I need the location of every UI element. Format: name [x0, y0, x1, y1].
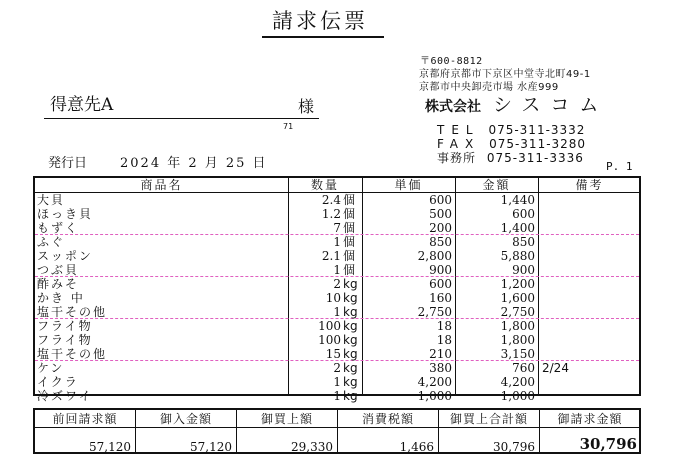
- item-name: もずく: [37, 221, 80, 235]
- item-amount: 900: [512, 263, 535, 277]
- header-note: 備考: [575, 178, 604, 192]
- tel-label: TEL: [437, 123, 480, 137]
- item-amount: 2,750: [500, 305, 535, 319]
- item-unit: kg: [343, 305, 358, 319]
- item-unit: kg: [343, 333, 358, 347]
- item-unit: 個: [343, 263, 356, 277]
- item-price: 200: [429, 221, 452, 235]
- item-amount: 1,000: [500, 389, 535, 403]
- summary-label-purchase: 御買上額: [260, 412, 313, 426]
- customer-honorific: 様: [298, 97, 315, 116]
- tel-number: 075-311-3332: [488, 123, 586, 137]
- summary-label-payment: 御入金額: [159, 412, 212, 426]
- summary-header-divider: [35, 427, 639, 428]
- item-price: 210: [429, 347, 452, 361]
- fax-line: [437, 138, 586, 150]
- item-name: イクラ: [37, 375, 79, 389]
- item-price: 18: [436, 319, 452, 333]
- item-amount: 850: [512, 235, 535, 249]
- summary-value-billed: 30,796: [579, 435, 637, 453]
- column-divider: [362, 178, 363, 394]
- issue-date-value: 2024 年 2 月 25 日: [120, 156, 268, 171]
- item-price: 4,200: [417, 375, 452, 389]
- summary-label-billed: 御請求金額: [557, 412, 623, 426]
- item-qty: 1: [333, 389, 341, 403]
- item-unit: 個: [343, 207, 356, 221]
- item-price: 2,750: [417, 305, 452, 319]
- item-qty: 100: [318, 333, 341, 347]
- item-amount: 4,200: [500, 375, 535, 389]
- header-amount: 金額: [482, 178, 511, 192]
- summary-table: [33, 408, 641, 454]
- tel-line: [437, 124, 585, 136]
- item-name: つぶ貝: [37, 263, 80, 277]
- item-amount: 760: [512, 361, 535, 375]
- summary-value-purchase: 29,330: [291, 440, 333, 454]
- issue-date-label: 発行日: [48, 156, 88, 171]
- sender-address-1: 京都府京都市下京区中堂寺北町49-1: [419, 69, 591, 80]
- summary-value-payment: 57,120: [190, 440, 232, 454]
- customer-underline: [44, 118, 319, 119]
- item-unit: 個: [343, 193, 356, 207]
- summary-label-tax: 消費税額: [361, 412, 414, 426]
- item-qty: 2: [333, 277, 341, 291]
- item-name: 塩干その他: [37, 305, 108, 319]
- item-price: 600: [429, 193, 452, 207]
- column-divider: [538, 178, 539, 394]
- item-unit: kg: [343, 291, 358, 305]
- item-price: 160: [429, 291, 452, 305]
- office-label: 事務所: [437, 151, 477, 165]
- item-qty: 1: [333, 235, 341, 249]
- item-name: かき 中: [37, 291, 85, 305]
- customer-code: 71: [283, 122, 294, 131]
- item-name: 塩干その他: [37, 347, 108, 361]
- item-qty: 7: [333, 221, 341, 235]
- item-name: 冷ズワイ: [37, 389, 93, 403]
- summary-value-purchase-total: 30,796: [493, 440, 535, 454]
- item-name: 酢みそ: [37, 277, 80, 291]
- item-name: フライ物: [37, 319, 93, 333]
- item-unit: kg: [343, 361, 358, 375]
- item-name: ほっき貝: [37, 207, 94, 221]
- sender-postal: 〒600-8812: [420, 56, 483, 67]
- item-amount: 1,800: [500, 333, 535, 347]
- item-amount: 1,440: [500, 193, 535, 207]
- item-unit: 個: [343, 235, 356, 249]
- item-qty: 1: [333, 263, 341, 277]
- office-number: 075-311-3336: [486, 151, 584, 165]
- item-qty: 15: [325, 347, 341, 361]
- item-qty: 2.1: [321, 249, 341, 263]
- item-name: スッポン: [37, 249, 93, 263]
- item-amount: 1,800: [500, 319, 535, 333]
- item-name: ケン: [37, 361, 65, 375]
- item-qty: 1: [333, 305, 341, 319]
- column-divider: [455, 178, 456, 394]
- item-amount: 1,600: [500, 291, 535, 305]
- sender-address-2: 京都市中央卸売市場 水産999: [419, 82, 559, 93]
- item-amount: 1,200: [500, 277, 535, 291]
- item-price: 850: [429, 235, 452, 249]
- item-price: 18: [436, 333, 452, 347]
- item-amount: 1,400: [500, 221, 535, 235]
- title-underline: [262, 36, 384, 38]
- item-unit: kg: [343, 389, 358, 403]
- fax-number: 075-311-3280: [489, 137, 587, 151]
- item-name: 大貝: [37, 193, 66, 207]
- item-unit: 個: [343, 249, 356, 263]
- item-unit: kg: [343, 375, 358, 389]
- item-qty: 2.4: [321, 193, 341, 207]
- summary-label-previous: 前回請求額: [52, 412, 118, 426]
- office-line: [437, 152, 584, 164]
- item-qty: 2: [333, 361, 341, 375]
- item-amount: 3,150: [500, 347, 535, 361]
- summary-label-purchase-total: 御買上合計額: [449, 412, 528, 426]
- summary-value-previous: 57,120: [89, 440, 131, 454]
- item-qty: 1: [333, 375, 341, 389]
- items-table: [33, 176, 641, 403]
- item-note: 2/24: [542, 361, 569, 375]
- item-unit: kg: [343, 277, 358, 291]
- item-price: 2,800: [417, 249, 452, 263]
- sender-company: [425, 96, 608, 115]
- item-price: 600: [429, 277, 452, 291]
- item-price: 500: [429, 207, 452, 221]
- company-name: シスコム: [493, 94, 609, 116]
- header-unit-price: 単価: [394, 178, 423, 192]
- summary-value-tax: 1,466: [399, 440, 434, 454]
- item-amount: 5,880: [500, 249, 535, 263]
- item-price: 1,000: [417, 389, 452, 403]
- company-prefix: 株式会社: [425, 99, 481, 115]
- item-price: 900: [429, 263, 452, 277]
- item-unit: kg: [343, 347, 358, 361]
- customer-name: 得意先A: [50, 95, 114, 115]
- item-qty: 1.2: [321, 207, 341, 221]
- item-qty: 10: [325, 291, 341, 305]
- fax-label: FAX: [437, 137, 481, 151]
- item-unit: kg: [343, 319, 358, 333]
- item-name: ふぐ: [37, 235, 66, 249]
- page-number: P. 1: [606, 160, 633, 173]
- header-item: 商品名: [140, 178, 183, 192]
- item-price: 380: [429, 361, 452, 375]
- document-title: 請求伝票: [272, 9, 368, 33]
- header-qty: 数量: [310, 178, 339, 192]
- column-divider: [288, 178, 289, 394]
- item-unit: 個: [343, 221, 356, 235]
- item-qty: 100: [318, 319, 341, 333]
- item-name: フライ物: [37, 333, 93, 347]
- item-amount: 600: [512, 207, 535, 221]
